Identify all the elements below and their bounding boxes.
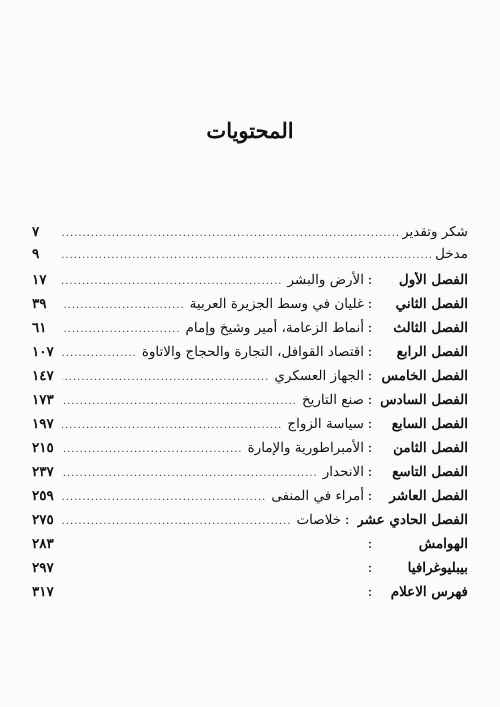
leader-dots	[62, 468, 320, 479]
toc-row[interactable]	[32, 368, 468, 392]
toc-page-number: ٧	[32, 224, 40, 240]
leader-dots	[62, 396, 299, 407]
toc-row[interactable]	[32, 512, 468, 536]
toc-chapter-title: الانحدار	[322, 464, 364, 480]
toc-colon: :	[367, 560, 373, 576]
toc-row[interactable]	[32, 344, 468, 368]
table-of-contents	[32, 224, 468, 608]
toc-chapter-title: الجهاز العسكري	[274, 368, 364, 384]
toc-page-number: ٢١٥	[32, 440, 54, 456]
toc-row[interactable]	[32, 392, 468, 416]
toc-chapter-title: غليان في وسط الجزيرة العربية	[189, 296, 364, 312]
toc-row[interactable]	[32, 536, 468, 560]
toc-colon: :	[367, 296, 373, 312]
toc-colon: :	[367, 392, 373, 408]
toc-row[interactable]	[32, 272, 468, 296]
toc-page-number: ١٧	[32, 272, 47, 288]
toc-chapter-title: الأمبراطورية والإمارة	[247, 440, 364, 456]
toc-row[interactable]	[32, 320, 468, 344]
toc-chapter-label: الفصل التاسع	[392, 464, 468, 480]
toc-chapter-label: الفصل السابع	[391, 416, 468, 432]
toc-colon: :	[367, 464, 373, 480]
toc-chapter-title: أنماط الزعامة، أمير وشيخ وإمام	[185, 320, 364, 336]
toc-chapter-label: الفصل الحادي عشر	[357, 512, 468, 528]
toc-page-number: ٣٩	[32, 296, 47, 312]
toc-colon: :	[367, 320, 373, 336]
toc-colon: :	[367, 368, 373, 384]
toc-page-number: ٣١٧	[32, 584, 54, 600]
toc-page-number: ١٧٣	[32, 392, 54, 408]
toc-row[interactable]	[32, 440, 468, 464]
toc-chapter-label: مدخل	[435, 246, 468, 262]
page-title: المحتويات	[206, 118, 294, 143]
toc-page-number: ٦١	[32, 320, 47, 336]
leader-dots	[62, 420, 284, 431]
toc-colon: :	[367, 416, 373, 432]
toc-chapter-title: اقتصاد القوافل، التجارة والحجاج والاتاوة	[141, 344, 364, 360]
toc-colon: :	[344, 512, 350, 528]
toc-chapter-label: الفصل الثاني	[395, 296, 468, 312]
toc-row[interactable]	[32, 224, 468, 246]
toc-chapter-label: الفصل الرابع	[396, 344, 468, 360]
toc-chapter-label: الفصل الأول	[398, 272, 468, 288]
toc-row[interactable]	[32, 488, 468, 512]
leader-dots	[62, 348, 139, 359]
toc-colon: :	[367, 584, 373, 600]
toc-page-number: ١٤٧	[32, 368, 54, 384]
toc-chapter-title: صنع التاريخ	[301, 392, 364, 408]
toc-chapter-title: سياسة الزواج	[287, 416, 364, 432]
toc-page-number: ٢٥٩	[32, 488, 54, 504]
leader-dots	[62, 444, 245, 455]
toc-colon: :	[367, 272, 373, 288]
toc-chapter-label: بيبليوغرافيا	[407, 560, 468, 576]
leader-dots	[62, 228, 402, 239]
toc-chapter-label: الفصل السادس	[380, 392, 468, 408]
toc-page-number: ٢٣٧	[32, 464, 54, 480]
toc-chapter-title: الأرض والبشر	[287, 272, 364, 288]
leader-dots	[62, 250, 435, 261]
toc-page-number: ١٩٧	[32, 416, 54, 432]
leader-dots	[62, 324, 183, 335]
toc-chapter-label: الفصل العاشر	[389, 488, 468, 504]
toc-chapter-label: شكر وتقدير	[402, 224, 468, 240]
toc-chapter-label: الفصل الخامس	[381, 368, 468, 384]
toc-row[interactable]	[32, 416, 468, 440]
toc-chapter-label: الفصل الثامن	[393, 440, 468, 456]
leader-dots	[62, 492, 268, 503]
leader-dots	[62, 300, 187, 311]
toc-row[interactable]	[32, 464, 468, 488]
toc-page-number: ٢٩٧	[32, 560, 54, 576]
toc-page-number: ١٠٧	[32, 344, 54, 360]
toc-page-number: ٩	[32, 246, 40, 262]
leader-dots	[62, 516, 293, 527]
toc-page-number: ٢٨٣	[32, 536, 54, 552]
toc-row[interactable]	[32, 584, 468, 608]
toc-colon: :	[367, 344, 373, 360]
toc-chapter-label: الهوامش	[418, 536, 468, 552]
toc-chapter-title: أمراء في المنفى	[271, 488, 364, 504]
toc-row[interactable]	[32, 296, 468, 320]
toc-chapter-label: الفصل الثالث	[393, 320, 468, 336]
toc-row[interactable]	[32, 560, 468, 584]
toc-row[interactable]	[32, 246, 468, 272]
toc-page-number: ٢٧٥	[32, 512, 54, 528]
toc-colon: :	[367, 440, 373, 456]
toc-colon: :	[367, 488, 373, 504]
toc-chapter-title: خلاصات	[296, 512, 342, 528]
toc-colon: :	[367, 536, 373, 552]
toc-chapter-label: فهرس الاعلام	[390, 584, 468, 600]
leader-dots	[62, 372, 271, 383]
leader-dots	[62, 276, 284, 287]
